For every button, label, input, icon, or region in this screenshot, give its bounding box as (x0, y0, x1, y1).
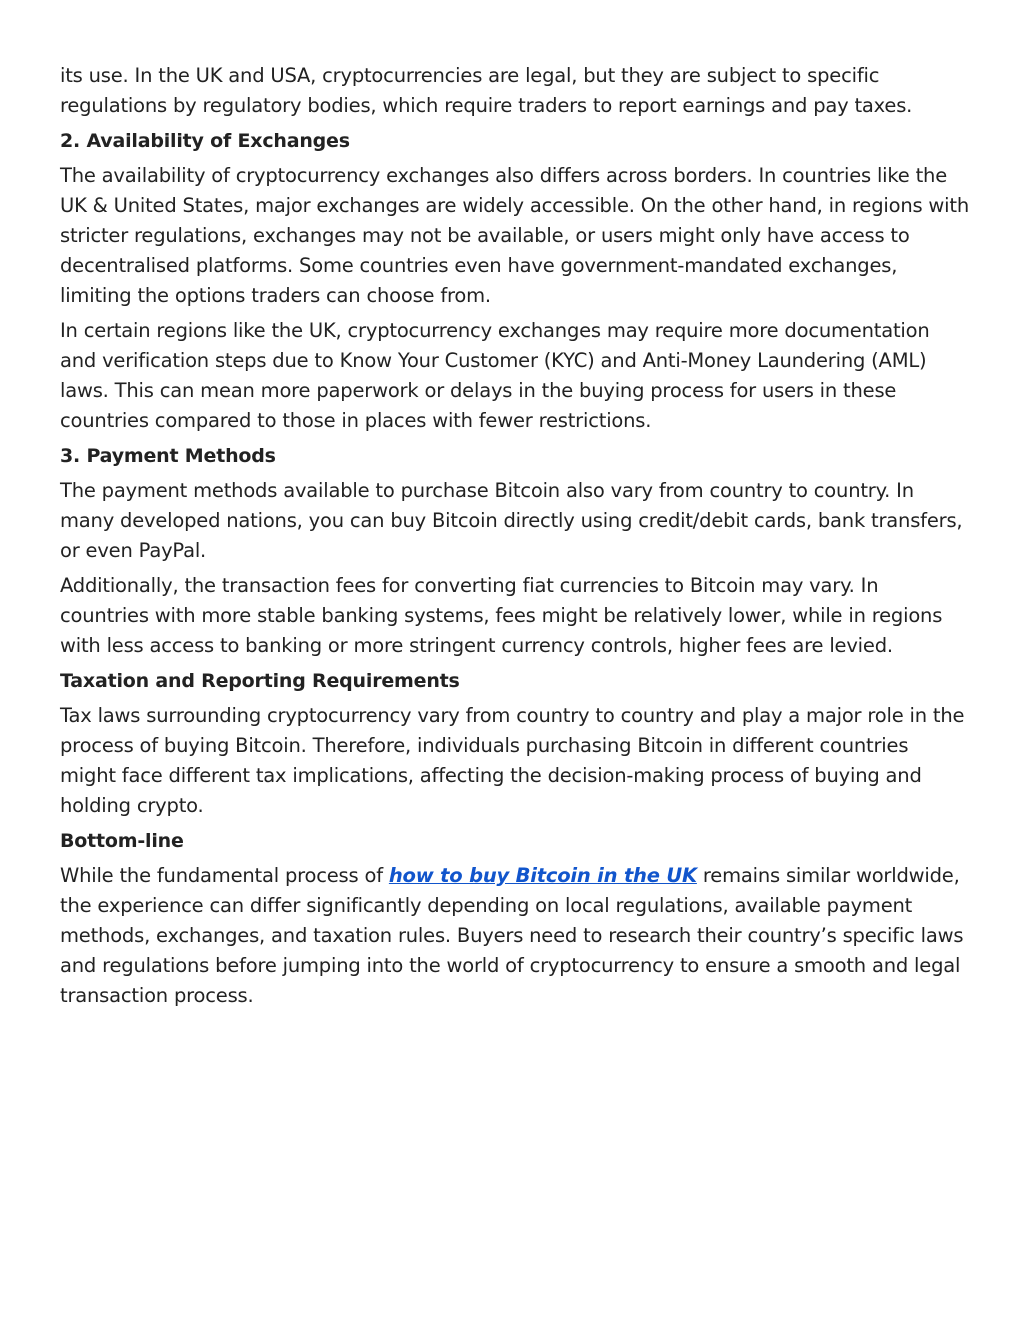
bottom-line-text-before-link: While the fundamental process of (60, 864, 389, 887)
section-heading-taxation: Taxation and Reporting Requirements (60, 670, 460, 692)
buy-bitcoin-uk-link[interactable]: how to buy Bitcoin in the UK (388, 864, 697, 887)
intro-paragraph: its use. In the UK and USA, cryptocurrencies are legal, but they are subject to specific regulations by regulatory bodies, which require traders to report earnings and pay taxes. (60, 64, 913, 117)
bottom-line-paragraph (60, 861, 970, 1011)
section-heading-bottom-line: Bottom-line (60, 830, 184, 852)
bottom-line-text-after-link: remains similar worldwide, the experience can differ significantly depending on local regulations, available payment methods, exchanges, and taxation rules. Buyers need to research their country’s specific laws and regulations before jumping into the world of cryptocurrency to ensure a smooth and legal transaction process. (60, 864, 964, 1007)
payment-paragraph-2: Additionally, the transaction fees for converting fiat currencies to Bitcoin may vary. In countries with more stable banking systems, fees might be relatively lower, while in regions with less access to banking or more stringent currency controls, higher fees are levied. (60, 574, 943, 657)
exchanges-paragraph-2: In certain regions like the UK, cryptocurrency exchanges may require more documentation and verification steps due to Know Your Customer (KYC) and Anti-Money Laundering (AML) laws. This can mean more paperwork or delays in the buying process for users in these countries compared to those in places with fewer restrictions. (60, 319, 930, 432)
taxation-paragraph: Tax laws surrounding cryptocurrency vary from country to country and play a major role in the process of buying Bitcoin. Therefore, individuals purchasing Bitcoin in different countries might face different tax implications, affecting the decision-making process of buying and holding crypto. (60, 704, 965, 817)
section-heading-availability-of-exchanges: 2. Availability of Exchanges (60, 130, 350, 152)
section-heading-payment-methods: 3. Payment Methods (60, 445, 276, 467)
document-page (60, 61, 970, 1016)
exchanges-paragraph-1: The availability of cryptocurrency exchanges also differs across borders. In countries like the UK & United States, major exchanges are widely accessible. On the other hand, in regions with stricter regulations, exchanges may not be available, or users might only have access to decentralised platforms. Some countries even have government-mandated exchanges, limiting the options traders can choose from. (60, 164, 970, 307)
payment-paragraph-1: The payment methods available to purchase Bitcoin also vary from country to country. In many developed nations, you can buy Bitcoin directly using credit/debit cards, bank transfers, or even PayPal. (60, 479, 963, 562)
